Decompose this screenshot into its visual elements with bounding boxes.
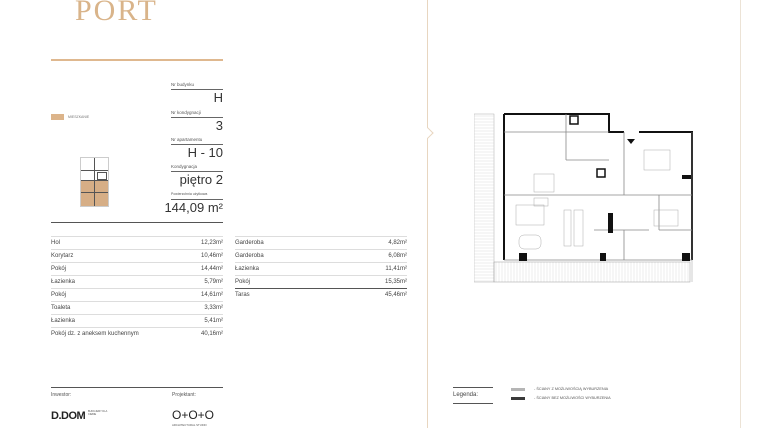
- floor-number-value: 3: [215, 118, 223, 133]
- apartment-swatch: [51, 114, 64, 120]
- demolishable-wall-swatch: [511, 388, 525, 391]
- building-key-plan: [80, 157, 109, 207]
- investor-label: Inwestor:: [51, 392, 72, 398]
- room-row: Hol 12,23m²: [51, 236, 223, 249]
- floor-plan: [474, 110, 694, 290]
- structural-wall-swatch: [511, 397, 525, 400]
- logo-divider: [51, 59, 223, 61]
- legend-divider: [453, 403, 493, 404]
- designer-label: Projektant:: [172, 392, 196, 398]
- designer-tagline: ARCHITECTURAL STUDIO: [172, 423, 207, 427]
- room-row: Garderoba 4,82m²: [235, 236, 407, 249]
- legend-item-structural: - ŚCIANY BEZ MOŻLIWOŚCI WYBURZENIA: [534, 396, 611, 400]
- plan-frame-right: [740, 0, 741, 428]
- storey-label: Kondygnacja: [171, 164, 198, 169]
- storey-value: piętro 2: [179, 172, 223, 187]
- designer-logo: O+O+O: [172, 408, 215, 422]
- room-row: Łazienka 5,79m²: [51, 275, 223, 288]
- chevron-right-icon: [422, 127, 433, 138]
- room-row: Łazienka 5,41m²: [51, 314, 223, 327]
- port-logo: PORT: [75, 0, 158, 27]
- apartment-label: Nr apartamentu: [171, 137, 203, 142]
- room-row: Taras 45,46m²: [235, 288, 407, 301]
- room-row: Łazienka 11,41m²: [235, 262, 407, 275]
- floor-number-label: Nr kondygnacji: [171, 110, 201, 115]
- room-row: Toaleta 3,33m²: [51, 301, 223, 314]
- room-row: Pokój 14,61m²: [51, 288, 223, 301]
- area-value: 144,09 m²: [164, 200, 223, 215]
- apartment-value: H - 10: [187, 145, 223, 160]
- legend-item-demolishable: - ŚCIANY Z MOŻLIWOŚCIĄ WYBURZENIA: [534, 387, 609, 391]
- legend-divider: [453, 387, 493, 388]
- investor-tagline: BUDUJEMY DLA CIEBIE: [88, 410, 108, 416]
- investor-logo: D.DOM: [51, 410, 86, 422]
- apartment-swatch-label: MIESZKANIE: [68, 115, 90, 119]
- room-row: Korytarz 10,46m²: [51, 249, 223, 262]
- area-label: Powierzchnia użytkowa: [171, 192, 208, 196]
- room-row: Pokój 14,44m²: [51, 262, 223, 275]
- table-divider: [51, 222, 223, 223]
- room-row: Garderoba 6,08m²: [235, 249, 407, 262]
- building-value: H: [213, 90, 223, 105]
- room-row: Pokój dz. z aneksem kuchennym 40,16m²: [51, 327, 223, 340]
- plan-frame-left: [427, 0, 428, 428]
- legend-title: Legenda:: [453, 392, 479, 398]
- room-row: Pokój 15,35m²: [235, 275, 407, 288]
- building-label: Nr budynku: [171, 82, 195, 87]
- footer-divider: [51, 387, 223, 388]
